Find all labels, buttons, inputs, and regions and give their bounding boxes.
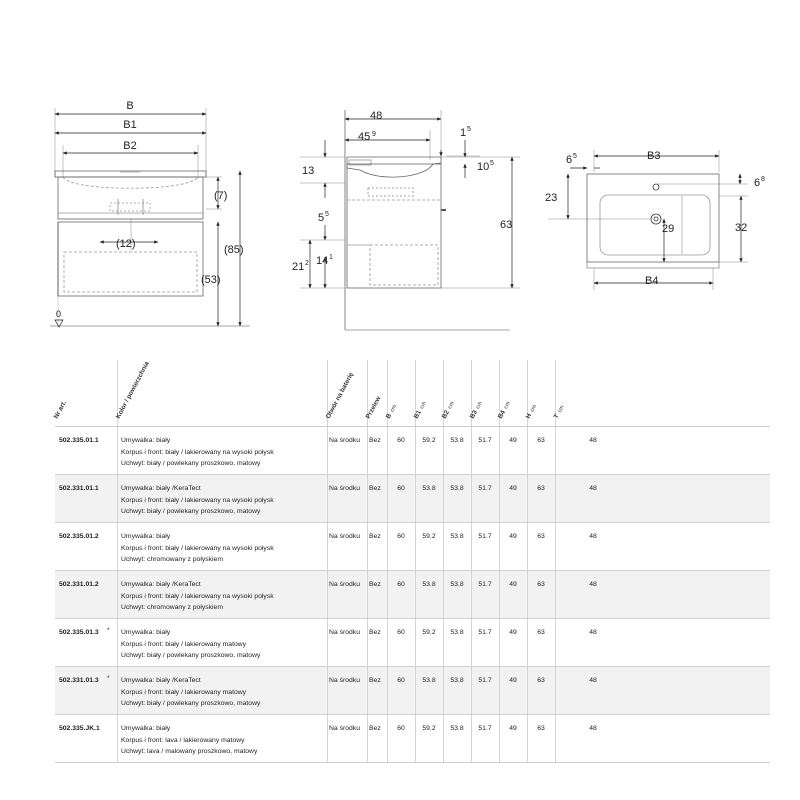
cell-art: 502.335.01.1: [59, 437, 99, 444]
header-kolor: Kolor / powierzchnia: [117, 360, 328, 426]
description-line: Uchwyt: biały / powlekany proszkowo, matowy: [121, 700, 261, 707]
cell-b3: 51.7: [478, 581, 492, 588]
description-line: Uchwyt: biały / powlekany proszkowo, matowy: [121, 508, 261, 515]
header-przelew: Przelew: [367, 360, 388, 426]
cell-t: 48: [589, 581, 597, 588]
description-line: Umywalka: biały /KeraTect: [121, 677, 201, 684]
column-divider: [117, 667, 118, 714]
cell-art: 502.331.01.3: [59, 677, 99, 684]
column-divider: [555, 523, 556, 570]
column-divider: [471, 667, 472, 714]
description-line: Uchwyt: biały / powlekany proszkowo, matowy: [121, 652, 261, 659]
description-line: Korpus i front: lava / lakierowany matowy: [121, 736, 245, 744]
cell-otwor: Na środku: [329, 725, 360, 732]
column-divider: [367, 475, 368, 522]
column-divider: [415, 571, 416, 618]
cell-t: 48: [589, 725, 597, 732]
column-divider: [367, 571, 368, 618]
label-b1: B1: [123, 119, 137, 131]
column-divider: [387, 667, 388, 714]
cell-description: [121, 483, 274, 518]
label-d6a: 6: [566, 154, 573, 166]
column-divider: [443, 619, 444, 666]
table-row: [55, 475, 770, 523]
description-line: Korpus i front: biały / lakierowany na wysoki połysk: [121, 448, 274, 456]
front-dimensions: [55, 114, 240, 327]
label-d1: 1: [460, 127, 467, 139]
cell-b2: 53.8: [450, 677, 464, 684]
column-divider: [415, 523, 416, 570]
cell-h: 63: [537, 629, 545, 636]
header-b: Bcm: [387, 360, 416, 426]
header-t: Tcm: [552, 404, 566, 420]
column-divider: [387, 523, 388, 570]
cell-otwor: Na środku: [329, 677, 360, 684]
description-line: Korpus i front: biały / lakierowany na wysoki połysk: [121, 496, 274, 504]
label-b4: B4: [645, 275, 659, 287]
spec-table: [52, 360, 770, 763]
label-d29: 29: [662, 223, 675, 235]
cell-b: 60: [397, 485, 405, 492]
column-divider: [471, 619, 472, 666]
cell-b1: 59.2: [422, 437, 436, 444]
column-divider: [471, 427, 472, 474]
description-line: Umywalka: biały: [121, 629, 171, 636]
column-divider: [415, 427, 416, 474]
cell-przelew: Bez: [369, 725, 381, 732]
cell-b4: 49: [509, 437, 517, 444]
cell-h: 63: [537, 677, 545, 684]
label-b: B: [126, 100, 134, 112]
description-line: Umywalka: biały: [121, 725, 171, 732]
description-line: Korpus i front: biały / lakierowany na wysoki połysk: [121, 592, 274, 600]
table-row: [55, 523, 770, 571]
cell-h: 63: [537, 581, 545, 588]
column-divider: [367, 523, 368, 570]
cell-otwor: Na środku: [329, 533, 360, 540]
header-otwor: Otwór na baterię: [327, 360, 368, 426]
cell-t: 48: [589, 533, 597, 540]
cell-b3: 51.7: [478, 485, 492, 492]
cell-b2: 53.8: [450, 581, 464, 588]
column-divider: [499, 427, 500, 474]
column-divider: [527, 523, 528, 570]
cell-przelew: Bez: [369, 485, 381, 492]
column-divider: [499, 475, 500, 522]
cell-description: [121, 435, 274, 470]
cell-b2: 53.8: [450, 533, 464, 540]
column-divider: [443, 667, 444, 714]
label-b2: B2: [123, 140, 137, 152]
header-b2: B2cm: [443, 360, 472, 426]
label-d21: 21: [292, 261, 305, 273]
table-header: [52, 360, 770, 427]
label-d1sup: 5: [467, 126, 471, 133]
cell-b4: 49: [509, 677, 517, 684]
label-zero: 0: [56, 309, 62, 319]
cell-przelew: Bez: [369, 581, 381, 588]
label-d13: 13: [302, 165, 315, 177]
label-d6bsup: 8: [761, 176, 765, 183]
column-divider: [443, 523, 444, 570]
cell-b3: 51.7: [478, 725, 492, 732]
header-b3: B3cm: [471, 360, 500, 426]
cell-h: 63: [537, 725, 545, 732]
cell-description: [121, 579, 274, 614]
column-divider: [555, 667, 556, 714]
label-b3: B3: [647, 150, 661, 162]
cell-b4: 49: [509, 533, 517, 540]
description-line: Korpus i front: biały / lakierowany na wysoki połysk: [121, 544, 274, 552]
column-divider: [527, 619, 528, 666]
cell-otwor: Na środku: [329, 437, 360, 444]
label-d63: 63: [500, 219, 513, 231]
column-divider: [327, 427, 328, 474]
column-divider: [471, 523, 472, 570]
cell-art: 502.335.JK.1: [59, 725, 100, 732]
cell-b2: 53.8: [450, 437, 464, 444]
column-divider: [117, 523, 118, 570]
column-divider: [527, 571, 528, 618]
description-line: Uchwyt: chromowany z połyskiem: [121, 604, 223, 611]
description-line: Korpus i front: biały / lakierowany matowy: [121, 640, 247, 648]
label-d6b: 6: [754, 177, 761, 189]
label-d21sup: 2: [305, 260, 309, 267]
column-divider: [499, 523, 500, 570]
cell-b: 60: [397, 533, 405, 540]
column-divider: [527, 715, 528, 762]
column-divider: [117, 475, 118, 522]
label-d53: (53): [201, 274, 221, 286]
cell-art: 502.335.01.3: [59, 629, 99, 636]
column-divider: [117, 619, 118, 666]
cell-b3: 51.7: [478, 677, 492, 684]
label-d6asup: 5: [573, 153, 577, 160]
cell-footnote-mark: *: [107, 675, 110, 682]
cell-przelew: Bez: [369, 677, 381, 684]
description-line: Korpus i front: biały / lakierowany matowy: [121, 688, 247, 696]
column-divider: [555, 619, 556, 666]
column-divider: [499, 667, 500, 714]
column-divider: [367, 427, 368, 474]
table-row: [55, 427, 770, 475]
column-divider: [471, 715, 472, 762]
table-row: [55, 715, 770, 763]
table-body: [55, 427, 770, 763]
column-divider: [117, 571, 118, 618]
column-divider: [443, 475, 444, 522]
cell-t: 48: [589, 629, 597, 636]
column-divider: [367, 715, 368, 762]
cell-otwor: Na środku: [329, 485, 360, 492]
label-d14sup: 1: [329, 254, 333, 261]
cell-b2: 53.8: [450, 485, 464, 492]
cell-otwor: Na środku: [329, 629, 360, 636]
label-w45: 45: [358, 131, 371, 143]
column-divider: [415, 475, 416, 522]
column-divider: [387, 571, 388, 618]
cell-b: 60: [397, 629, 405, 636]
cell-b3: 51.7: [478, 533, 492, 540]
label-d5: 5: [318, 212, 325, 224]
column-divider: [327, 667, 328, 714]
label-w48: 48: [370, 110, 383, 122]
cell-b1: 59.2: [422, 725, 436, 732]
description-line: Umywalka: biały: [121, 533, 171, 540]
label-d7: (7): [214, 190, 228, 202]
cell-t: 48: [589, 437, 597, 444]
label-d5sup: 5: [325, 211, 329, 218]
cell-description: [121, 675, 260, 710]
label-d32: 32: [735, 222, 748, 234]
column-divider: [555, 715, 556, 762]
description-line: Umywalka: biały /KeraTect: [121, 581, 201, 588]
label-d10sup: 5: [490, 160, 494, 167]
label-w45sup: 9: [372, 131, 376, 138]
cell-b2: 53.8: [450, 725, 464, 732]
column-divider: [415, 715, 416, 762]
cell-b3: 51.7: [478, 437, 492, 444]
column-divider: [367, 667, 368, 714]
column-divider: [327, 571, 328, 618]
column-divider: [527, 427, 528, 474]
cell-h: 63: [537, 437, 545, 444]
column-divider: [499, 571, 500, 618]
column-divider: [387, 427, 388, 474]
cell-art: 502.335.01.2: [59, 533, 99, 540]
column-divider: [387, 475, 388, 522]
side-dimensions: [300, 119, 520, 288]
column-divider: [327, 715, 328, 762]
column-divider: [387, 715, 388, 762]
cell-h: 63: [537, 485, 545, 492]
cell-footnote-mark: *: [107, 627, 110, 634]
header-h: Hcm: [527, 360, 556, 426]
front-view: [50, 108, 250, 326]
label-d14: 14: [316, 255, 329, 267]
cell-t: 48: [589, 485, 597, 492]
column-divider: [443, 571, 444, 618]
top-dimensions: [548, 156, 748, 283]
cell-b4: 49: [509, 485, 517, 492]
column-divider: [387, 619, 388, 666]
cell-b1: 59.2: [422, 629, 436, 636]
cell-b1: 53.8: [422, 485, 436, 492]
column-divider: [555, 427, 556, 474]
table-row: [55, 619, 770, 667]
column-divider: [443, 715, 444, 762]
cell-b: 60: [397, 677, 405, 684]
side-view: [345, 110, 513, 330]
technical-drawings: [0, 0, 800, 345]
cell-przelew: Bez: [369, 533, 381, 540]
label-d23: 23: [545, 192, 558, 204]
header-b4: B4cm: [499, 360, 528, 426]
cell-b3: 51.7: [478, 629, 492, 636]
cell-art: 502.331.01.1: [59, 485, 99, 492]
column-divider: [327, 619, 328, 666]
column-divider: [555, 571, 556, 618]
cell-b1: 53.8: [422, 581, 436, 588]
description-line: Umywalka: biały: [121, 437, 171, 444]
column-divider: [415, 667, 416, 714]
cell-art: 502.331.01.2: [59, 581, 99, 588]
cell-b1: 53.8: [422, 677, 436, 684]
cell-description: [121, 531, 274, 566]
cell-b: 60: [397, 581, 405, 588]
cell-b4: 49: [509, 581, 517, 588]
cell-b: 60: [397, 437, 405, 444]
header-b1: B1cm: [415, 360, 444, 426]
column-divider: [327, 475, 328, 522]
column-divider: [527, 667, 528, 714]
column-divider: [471, 571, 472, 618]
column-divider: [499, 715, 500, 762]
top-labels: [545, 150, 765, 287]
cell-b4: 49: [509, 725, 517, 732]
label-d85: (85): [224, 244, 244, 256]
cell-description: [121, 723, 257, 758]
label-d12: (12): [116, 238, 136, 250]
column-divider: [117, 715, 118, 762]
cell-t: 48: [589, 677, 597, 684]
label-d10: 10: [477, 161, 490, 173]
column-divider: [443, 427, 444, 474]
cell-b2: 53.8: [450, 629, 464, 636]
column-divider: [499, 619, 500, 666]
column-divider: [117, 427, 118, 474]
header-art: Nr art.: [55, 360, 118, 426]
column-divider: [527, 475, 528, 522]
description-line: Umywalka: biały /KeraTect: [121, 485, 201, 492]
column-divider: [415, 619, 416, 666]
top-view: [587, 150, 719, 290]
description-line: Uchwyt: chromowany z połyskiem: [121, 556, 223, 563]
cell-przelew: Bez: [369, 437, 381, 444]
description-line: Uchwyt: lava / malowany proszkowo, matowy: [121, 748, 258, 755]
cell-b1: 59.2: [422, 533, 436, 540]
cell-przelew: Bez: [369, 629, 381, 636]
cell-b: 60: [397, 725, 405, 732]
cell-h: 63: [537, 533, 545, 540]
description-line: Uchwyt: biały / powlekany proszkowo, matowy: [121, 460, 261, 467]
column-divider: [367, 619, 368, 666]
cell-b4: 49: [509, 629, 517, 636]
table-row: [55, 571, 770, 619]
cell-description: [121, 627, 260, 662]
table-row: [55, 667, 770, 715]
column-divider: [471, 475, 472, 522]
column-divider: [555, 475, 556, 522]
column-divider: [327, 523, 328, 570]
cell-otwor: Na środku: [329, 581, 360, 588]
